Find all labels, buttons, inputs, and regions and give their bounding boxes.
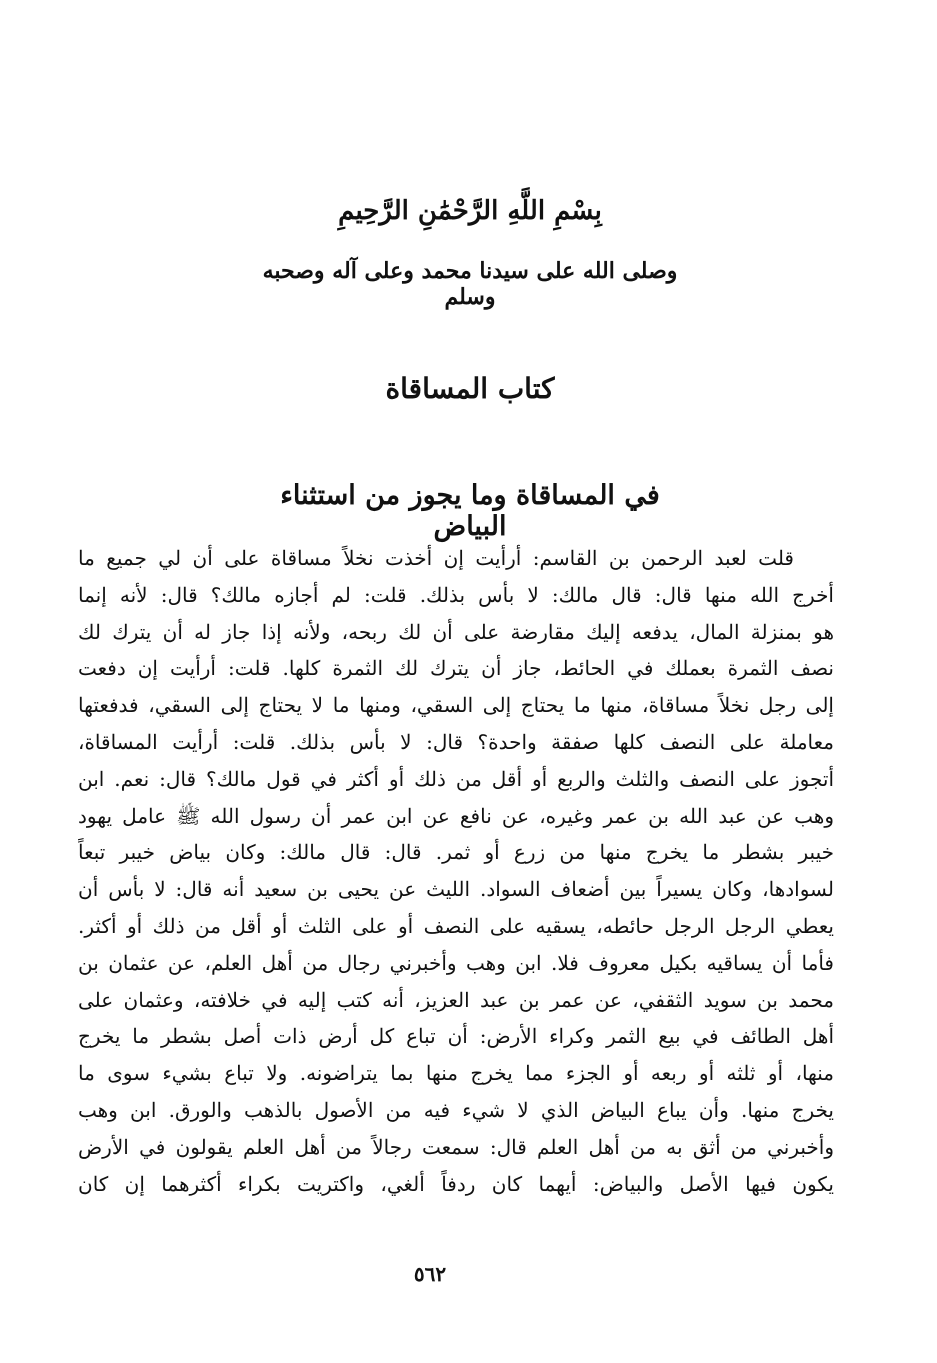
text-line: يخرج منها. وأن يباع البياض الذي لا شيء فيه من الأصول بالذهب والورق. ابن وهب (78, 1097, 834, 1122)
chapter-title: في المساقاة وما يجوز من استثناء البياض (280, 480, 660, 542)
text-line: وهب عن عبد الله بن عمر وغيره، عن نافع عن ابن عمر أن رسول الله ﷺ عامل يهود (78, 803, 834, 828)
text-line: لسوادها، وكان يسيراً بين أضعاف السواد. الليث عن يحيى بن سعيد أنه قال: لا بأس أن (78, 877, 834, 902)
text-line: منها، أو ثلثه أو ربعه أو الجزء مما يخرج منها بما يتراضونه. ولا تباع بشيء سوى ما (78, 1061, 834, 1086)
text-line: قلت لعبد الرحمن بن القاسم: أرأيت إن أخذت نخلاً مساقاة على أن لي جميع ما (78, 546, 794, 570)
basmala-heading: بِسْمِ اللَّهِ الرَّحْمَٰنِ الرَّحِيمِ (338, 196, 602, 226)
text-line: فأما أن يساقيه بكيل معروف فلا. ابن وهب وأخبرني رجال من أهل العلم، عن عثمان بن (78, 950, 834, 975)
text-line: نصف الثمرة بعملك في الحائط، جاز أن يترك لك الثمرة كلها. قلت: أرأيت إن دفعت (78, 656, 834, 681)
text-line: محمد بن سويد الثقفي، عن عمر بن عبد العزيز، أنه كتب إليه في خلافته، وعثمان على (78, 987, 834, 1012)
body-text (78, 540, 834, 1202)
text-line: أخرج الله منها قال: قال مالك: لا بأس بذلك. قلت: لم أجازه مالك؟ قال: لأنه إنما (78, 582, 834, 607)
text-line: يعطي الرجل الرجل حائطه، يسقيه على النصف أو على الثلث أو أقل من ذلك أو أكثر. (78, 913, 834, 938)
salutation-line: وصلى الله على سيدنا محمد وعلى آله وصحبه وسلم (262, 258, 678, 310)
page-number: ٥٦٢ (413, 1262, 447, 1286)
text-line: معاملة على النصف كلها صفقة واحدة؟ قال: لا بأس بذلك. قلت: أرأيت المساقاة، (78, 729, 834, 754)
text-line: خيبر بشطر ما يخرج منها من زرع أو ثمر. قال: قال مالك: وكان بياض خيبر تبعاً (78, 840, 834, 865)
text-line: يكون فيها الأصل والبياض: أيهما كان ردفاً ألغي، واكتريت بكراء أكثرهما إن كان (78, 1171, 834, 1196)
text-line: هو بمنزلة المال، يدفعه إليك مقارضة على أن لك ربحه، ولأنه إذا جاز له أن يترك لك (78, 619, 834, 644)
book-title: كتاب المساقاة (385, 372, 555, 405)
text-line: وأخبرني من أثق به من أهل العلم قال: سمعت رجالاً من أهل العلم يقولون في الأرض (78, 1134, 834, 1159)
text-line: إلى رجل نخلاً مساقاة، منها ما يحتاج إلى السقي، ومنها ما لا يحتاج إلى السقي، فدفعتها (78, 693, 834, 718)
text-line: أتجوز على النصف والثلث والربع أو أقل من ذلك أو أكثر في قول مالك؟ قال: نعم. ابن (78, 766, 834, 791)
text-line: أهل الطائف في بيع الثمر وكراء الأرض: أن تباع كل أرض ذات أصل بشطر ما يخرج (78, 1024, 834, 1049)
